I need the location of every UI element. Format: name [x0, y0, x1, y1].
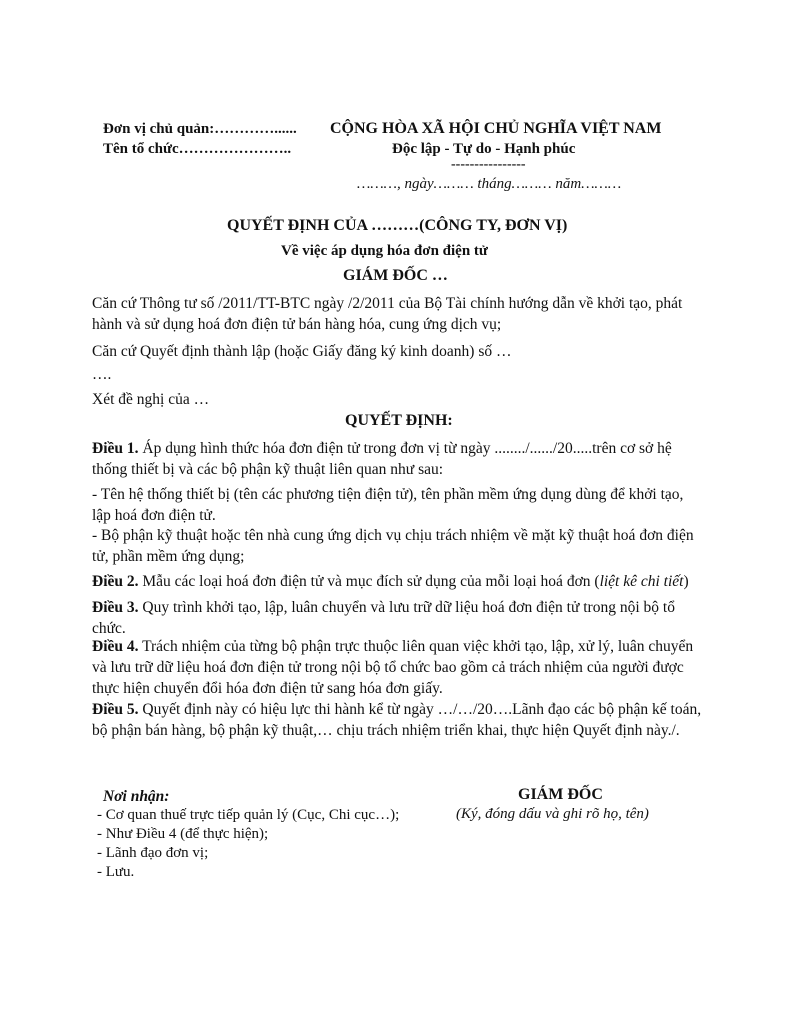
proposal-paragraph: Xét đề nghị của … — [92, 391, 210, 408]
article-1-label: Điều 1. — [92, 440, 139, 457]
article-1-bullet-1: - Tên hệ thống thiết bị (tên các phương tiện điện tử), tên phần mềm ứng dụng dùng để khởi tạo, lập hoá đơn điện tử. — [92, 486, 684, 524]
article-4-text: Trách nhiệm của từng bộ phận trực thuộc liên quan việc khởi tạo, lập, xử lý, luân chuyển và lưu trữ dữ liệu hoá đơn điện tử trong nội bộ tổ chức bao gồm cả trách nhiệm của người được thực hiện chuyển đổi hóa đơn điện tử sang hóa đơn giấy. — [92, 638, 694, 697]
article-3 — [92, 597, 702, 639]
authority-title: GIÁM ĐỐC … — [343, 267, 448, 284]
national-motto: Độc lập - Tự do - Hạnh phúc — [392, 141, 576, 157]
article-5-text: Quyết định này có hiệu lực thi hành kể từ ngày …/…/20….Lãnh đạo các bộ phận kế toán, bộ phận bán hàng, bộ phận kỹ thuật,… chịu trách nhiệm triển khai, thực hiện Quyết định này./. — [92, 701, 702, 739]
basis-paragraph-2: Căn cứ Quyết định thành lập (hoặc Giấy đăng ký kinh doanh) số … — [92, 343, 512, 360]
article-4 — [92, 636, 702, 699]
motto-divider: ---------------- — [451, 157, 526, 172]
recipient-item: - Lưu. — [97, 864, 135, 880]
article-2 — [92, 571, 702, 592]
article-2-close: ) — [683, 573, 689, 590]
basis-paragraph-1: Căn cứ Thông tư số /2011/TT-BTC ngày /2/2011 của Bộ Tài chính hướng dẫn về khởi tạo, phát hành và sử dụng hoá đơn điện tử bán hàng hóa, cung ứng dịch vụ; — [92, 295, 683, 333]
decision-heading: QUYẾT ĐỊNH: — [345, 412, 453, 429]
article-5-label: Điều 5. — [92, 701, 139, 718]
article-5 — [92, 699, 702, 741]
article-1-bullet-2: - Bộ phận kỹ thuật hoặc tên nhà cung ứng dịch vụ chịu trách nhiệm về mặt kỹ thuật hoá đơn điện tử, phần mềm ứng dụng; — [92, 527, 694, 565]
article-1-text: Áp dụng hình thức hóa đơn điện tử trong đơn vị từ ngày ......../....../20.....trên cơ sở hệ thống thiết bị và các bộ phận kỹ thuật liên quan như sau: — [92, 440, 672, 478]
recipient-item: - Như Điều 4 (để thực hiện); — [97, 826, 269, 842]
signature-note: (Ký, đóng dấu và ghi rõ họ, tên) — [456, 806, 649, 822]
article-2-text: Mẫu các loại hoá đơn điện tử và mục đích sử dụng của mỗi loại hoá đơn ( — [138, 573, 600, 590]
org-parent-label: Đơn vị chủ quản:…………...... — [103, 121, 297, 137]
national-title: CỘNG HÒA XÃ HỘI CHỦ NGHĨA VIỆT NAM — [330, 120, 662, 137]
recipient-item: - Cơ quan thuế trực tiếp quản lý (Cục, Chi cục…); — [97, 807, 400, 823]
article-2-label: Điều 2. — [92, 573, 139, 590]
decision-title: QUYẾT ĐỊNH CỦA ………(CÔNG TY, ĐƠN VỊ) — [227, 217, 568, 234]
recipient-item: - Lãnh đạo đơn vị; — [97, 845, 209, 861]
article-1 — [92, 438, 702, 480]
article-4-label: Điều 4. — [92, 638, 139, 655]
decision-subject: Về việc áp dụng hóa đơn điện tử — [281, 243, 488, 259]
article-3-text: Quy trình khởi tạo, lập, luân chuyển và lưu trữ dữ liệu hoá đơn điện tử trong nội bộ tổ chức. — [92, 599, 675, 637]
date-line: ………, ngày……… tháng……… năm……… — [357, 176, 622, 192]
preamble-ellipsis: …. — [92, 366, 112, 383]
signature-title: GIÁM ĐỐC — [518, 786, 603, 803]
org-name-label: Tên tổ chức………………….. — [103, 141, 292, 157]
article-2-italic: liệt kê chi tiết — [599, 573, 684, 590]
article-3-label: Điều 3. — [92, 599, 139, 616]
recipients-title: Nơi nhận: — [103, 788, 170, 805]
